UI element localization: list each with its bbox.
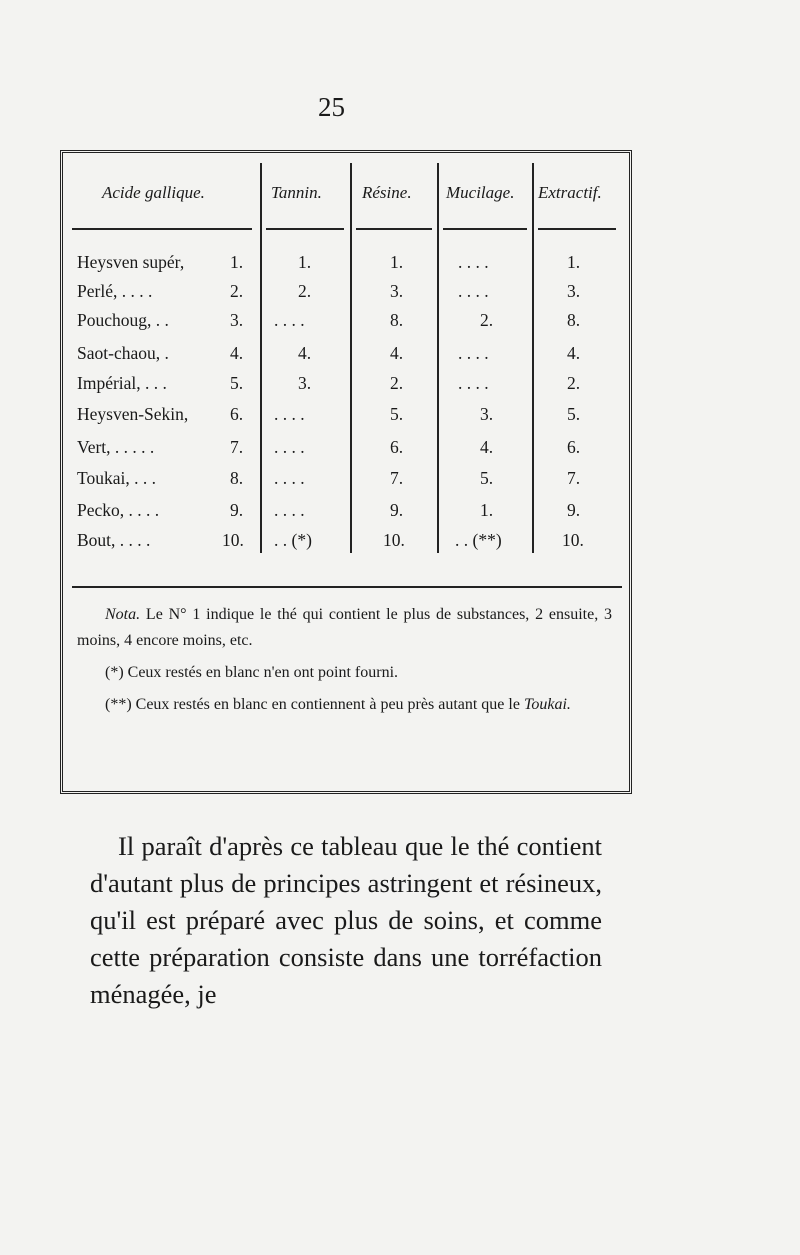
row-name: Pouchoug, . . xyxy=(77,310,169,330)
cell-resine: 6. xyxy=(390,437,404,457)
column-divider xyxy=(350,163,352,553)
cell-extractif: 1. xyxy=(567,252,581,272)
row-name: Vert, . . . . . xyxy=(77,437,155,457)
row-name: Heysven supér, xyxy=(77,252,185,272)
cell-mucilage: 2. xyxy=(480,310,494,330)
row-name: Toukai, . . . xyxy=(77,468,156,488)
nota-label: Nota. xyxy=(105,606,141,623)
header-mucilage: Mucilage. xyxy=(446,183,515,202)
cell-acide: 10. xyxy=(222,530,244,550)
cell-resine: 8. xyxy=(390,310,404,330)
cell-tannin: . . . . xyxy=(274,310,305,330)
row-name: Pecko, . . . . xyxy=(77,500,160,520)
column-divider xyxy=(532,163,534,553)
cell-extractif: 8. xyxy=(567,310,581,330)
cell-mucilage: . . . . xyxy=(458,281,489,301)
header-rule xyxy=(266,228,344,230)
header-rule xyxy=(443,228,527,230)
cell-acide: 9. xyxy=(230,500,244,520)
cell-acide: 7. xyxy=(230,437,244,457)
header-extractif: Extractif. xyxy=(538,183,602,202)
cell-acide: 2. xyxy=(230,281,244,301)
column-divider xyxy=(437,163,439,553)
cell-acide: 8. xyxy=(230,468,244,488)
cell-resine: 1. xyxy=(390,252,404,272)
header-rule xyxy=(356,228,432,230)
cell-resine: 7. xyxy=(390,468,404,488)
cell-extractif: 4. xyxy=(567,343,581,363)
cell-tannin: . . . . xyxy=(274,500,305,520)
cell-extractif: 7. xyxy=(567,468,581,488)
cell-resine: 4. xyxy=(390,343,404,363)
cell-mucilage: . . (**) xyxy=(455,530,502,550)
header-rule xyxy=(538,228,616,230)
table-notes xyxy=(77,602,612,724)
cell-acide: 3. xyxy=(230,310,244,330)
cell-extractif: 9. xyxy=(567,500,581,520)
cell-extractif: 10. xyxy=(562,530,584,550)
cell-acide: 5. xyxy=(230,373,244,393)
header-tannin: Tannin. xyxy=(271,183,322,202)
cell-resine: 2. xyxy=(390,373,404,393)
cell-tannin: 4. xyxy=(298,343,312,363)
cell-tannin: . . (*) xyxy=(274,530,312,550)
cell-mucilage: 3. xyxy=(480,404,494,424)
column-divider xyxy=(260,163,262,553)
nota-paragraph xyxy=(77,602,612,654)
cell-tannin: . . . . xyxy=(274,437,305,457)
cell-tannin: . . . . xyxy=(274,468,305,488)
cell-acide: 1. xyxy=(230,252,244,272)
cell-extractif: 5. xyxy=(567,404,581,424)
cell-resine: 10. xyxy=(383,530,405,550)
double-star-note-italic: Toukai. xyxy=(523,696,571,713)
cell-mucilage: 5. xyxy=(480,468,494,488)
cell-tannin: 2. xyxy=(298,281,312,301)
cell-mucilage: 1. xyxy=(480,500,494,520)
header-acide-gallique: Acide gallique. xyxy=(102,183,205,202)
cell-resine: 5. xyxy=(390,404,404,424)
row-name: Impérial, . . . xyxy=(77,373,167,393)
cell-mucilage: . . . . xyxy=(458,252,489,272)
header-rule xyxy=(72,228,252,230)
body-text xyxy=(90,828,602,1013)
cell-resine: 9. xyxy=(390,500,404,520)
cell-extractif: 6. xyxy=(567,437,581,457)
notes-separator xyxy=(72,586,622,588)
double-star-note xyxy=(77,692,612,718)
header-resine: Résine. xyxy=(362,183,412,202)
row-name: Heysven-Sekin, xyxy=(77,404,189,424)
cell-tannin: . . . . xyxy=(274,404,305,424)
cell-extractif: 3. xyxy=(567,281,581,301)
nota-text: Le N° 1 indique le thé qui contient le plus de substances, 2 ensuite, 3 moins, 4 encore moins, etc. xyxy=(77,606,612,649)
cell-extractif: 2. xyxy=(567,373,581,393)
row-name: Bout, . . . . xyxy=(77,530,151,550)
cell-tannin: 3. xyxy=(298,373,312,393)
cell-mucilage: . . . . xyxy=(458,373,489,393)
page-number: 25 xyxy=(318,92,345,122)
cell-acide: 4. xyxy=(230,343,244,363)
star-note: (*) Ceux restés en blanc n'en ont point fourni. xyxy=(105,664,399,681)
row-name: Saot-chaou, . xyxy=(77,343,169,363)
cell-resine: 3. xyxy=(390,281,404,301)
cell-mucilage: 4. xyxy=(480,437,494,457)
body-paragraph: Il paraît d'après ce tableau que le thé contient d'autant plus de principes astringent et résineux, qu'il est préparé avec plus de soins, et comme cette préparation consiste dans une torréfaction ménagée, je xyxy=(90,831,602,1009)
cell-tannin: 1. xyxy=(298,252,312,272)
double-star-note-text: (**) Ceux restés en blanc en contiennent à peu près autant que le xyxy=(105,696,524,713)
row-name: Perlé, . . . . xyxy=(77,281,153,301)
cell-acide: 6. xyxy=(230,404,244,424)
cell-mucilage: . . . . xyxy=(458,343,489,363)
